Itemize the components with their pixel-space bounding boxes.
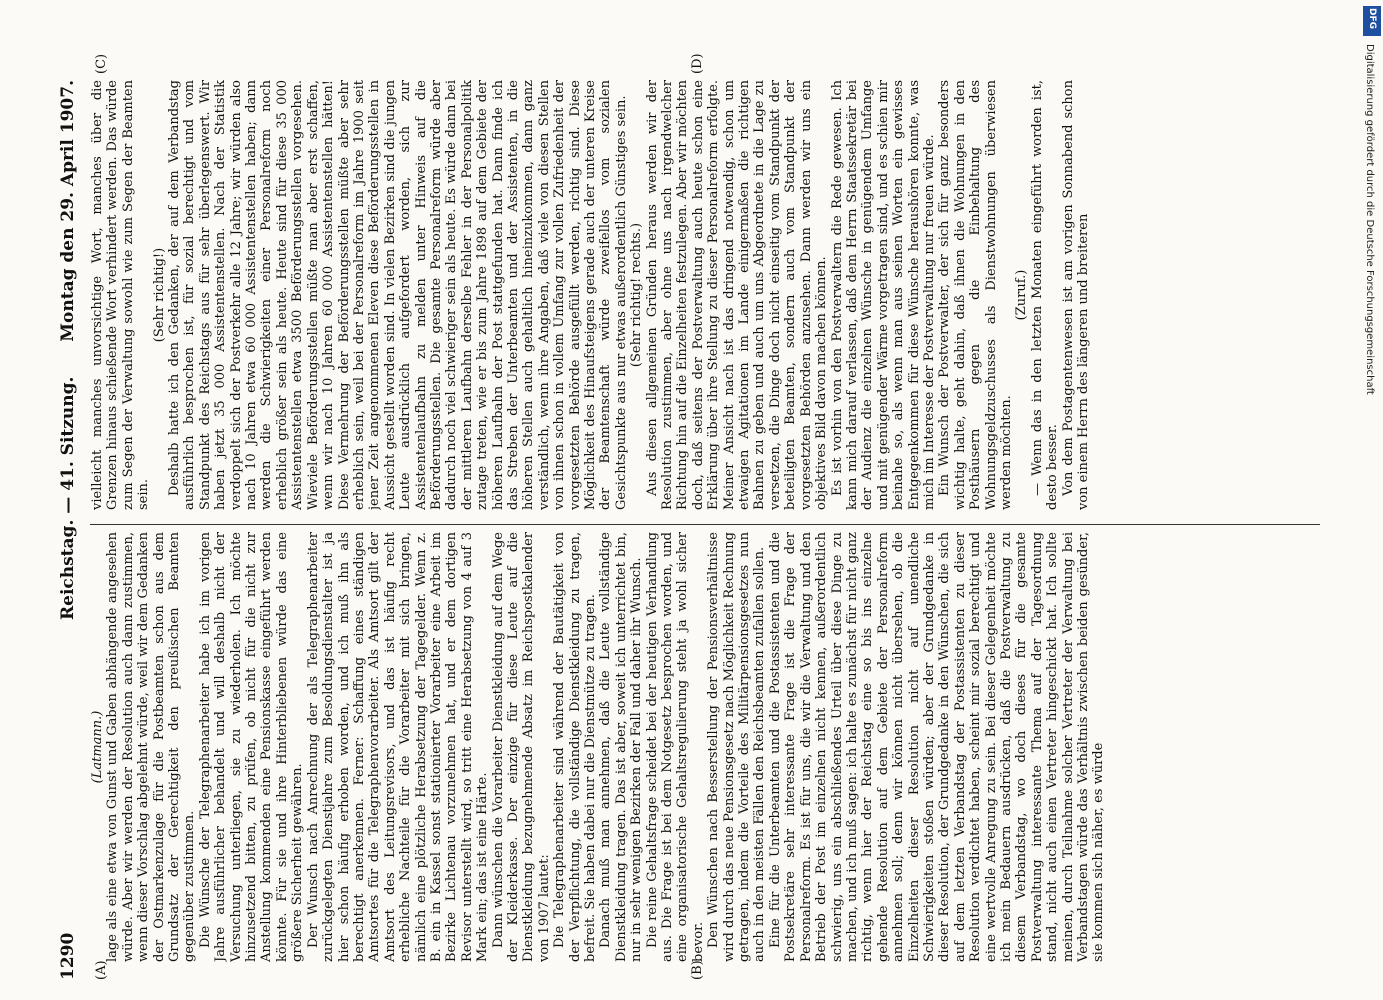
- margin-mark-c: (C): [94, 53, 109, 74]
- right-paragraph: Von dem Postagentenwesen ist am vorigen Sonnabend schon von einem Herrn des längeren und breiteren: [1060, 80, 1091, 510]
- left-paragraph: Dann wünschen die Vorarbeiter Dienstkleidung auf dem Wege der Kleiderkasse. Der einzige für diese Leute auf die Dienstkleidung bezugnehmende Absatz im Reichspostkalender von 1907 lautet:: [490, 532, 552, 962]
- left-paragraph: Eine für die Unterbeamten und die Postassistenten und die Postsekretäre sehr interessante Frage ist die Frage der Personalreform. Es ist für uns, die wir die Verwaltung und den Betrieb der Post im einzelnen nicht kennen, außerordentlich schwierig, uns ein abschließendes Urteil über diese Dinge zu machen, und ich muß sagen: ich halte es zunächst für nicht ganz richtig, wenn hier der Reichstag eine so bis ins einzelne gehende Resolution auf dem Gebiete der Personalreform annehmen soll; denn wir können nicht übersehen, ob die Einzelheiten dieser Resolution nicht auf unendliche Schwierigkeiten stoßen würden; aber der Grundgedanke in dieser Resolution, der Grundgedanke in den Wünschen, die sich auf dem letzten Verbandstag der Postassistenten zu dieser Resolution verdichtet haben, scheint mir sozial berechtigt und eine wertvolle Anregung zu sein. Bei dieser Gelegenheit möchte ich mein Bedauern ausdrücken, daß die Postverwaltung zu diesem Verbandstag, wo doch dieses für die gesamte Postverwaltung interessante Thema auf der Tagesordnung stand, nicht auch einen Vertreter hingeschickt hat. Ich sollte meinen, durch Teilnahme solcher Vertreter der Verwaltung bei Verbandstagen würde das Verhältnis zwischen beiden gesünder, sie kommen sich näher, es würde: [767, 532, 1107, 962]
- right-paragraph: vielleicht manches unvorsichtige Wort, manches über die Grenzen hinaus schießende Wort verhindert werden. Das würde zum Segen der Verwaltung sowohl wie zum Segen der Beamten sein.: [90, 80, 152, 510]
- dfg-logo: [1363, 6, 1381, 36]
- right-paragraph: Es ist vorhin von den Postverwaltern die Rede gewesen. Ich kann mich darauf verlassen, daß dem Herrn Staatssekretär bei der Audienz die einzelnen Wünsche in genügendem Umfange und mit genügender Wärme vorgetragen sind, und es schien mir beinahe so, als wenn man aus seinen Worten ein gewisses Entgegenkommen für diese Wünsche heraushören konnte, was mich im Interesse der Postverwaltung nur freuen würde.: [829, 80, 937, 510]
- right-paragraph: Ein Wunsch der Postverwalter, der sich für ganz besonders wichtig halte, geht dahin, daß ihnen die Wohnungen in den Posthäusern gegen die Einbehaltung des Wohnungsgeldzuschusses als Dienstwohnungen überwiesen werden möchten.: [937, 80, 1014, 510]
- session-title: Reichstag. — 41. Sitzung.: [58, 376, 78, 620]
- margin-mark-b: (B): [690, 960, 705, 980]
- rotated-page-content: [50, 50, 1335, 980]
- dfg-logo-text: DFG: [1367, 8, 1377, 30]
- right-column: [90, 80, 1330, 510]
- left-paragraph: Die reine Gehaltsfrage scheidet bei der heutigen Verhandlung aus. Die Frage ist bei dem Notgesetz besprochen worden, und eine organisatorische Gehaltsregulierung steht ja wohl sicher bevor.: [644, 532, 706, 962]
- left-paragraph: Danach muß man annehmen, daß die Leute vollständige Dienstkleidung tragen. Das ist aber, soweit ich unterrichtet bin, nur in sehr wenigen Bezirken der Fall und daher ihr Wunsch.: [598, 532, 645, 962]
- page-number: 1290: [58, 932, 78, 980]
- right-paragraph: Deshalb hatte ich den Gedanken, der auf dem Verbandstag ausführlich besprochen ist, für sozial berechtigt und vom Standpunkt des Reichstags aus für sehr überlegenswert. Wir haben jetzt 35 000 Assistentenstellen. Nach der Statistik verdoppelt sich der Postverkehr alle 12 Jahre; wir würden also nach 10 Jahren etwa 60 000 Assistentenstellen haben; dann werden die Schwierigkeiten einer Personalreform noch erheblich größer sein als heute. Heute sind für diese 35 000 Assistentenstellen etwa 3500 Beförderungsstellen vorgesehen. Wieviele Beförderungsstellen müßte man aber erst schaffen, wenn wir nach 10 Jahren 60 000 Assistentenstellen hätten! Diese Vermehrung der Beförderungsstellen müßte aber sehr erheblich sein, weil bei der Personalreform im Jahre 1900 seit jener Zeit angenommenen Eleven diese Beförderungsstellen in Aussicht gestellt worden sind. In vielen Bezirken sind die jungen Leute ausdrücklich aufgefordert worden, sich zur Assistentenlaufbahn zu melden unter Hinweis auf die Beförderungsstellen. Die gesamte Personalreform würde aber dadurch noch viel schwieriger sein als heute. Es würde dann bei der mittleren Laufbahn derselbe Fehler in der Personalpolitik zutage treten, wie er bis zum Jahre 1898 auf dem Gebiete der höheren Laufbahn der Post stattgefunden hat. Dann finde ich das Streben der Unterbeamten und der Assistenten, in die höheren Stellen auch gehaltlich hineinzukommen, dann ganz verständlich, wenn ihre Angaben, daß viele von diesen Stellen von ihnen schon in vollem Umfang zur vollen Zufriedenheit der vorgesetzten Behörde ausgefüllt werden, richtig sind. Diese Möglichkeit des Hinaufsteigens gerade auch der unteren Kreise der Beamtenschaft würde zweifellos vom sozialen Gesichtspunkte aus nur etwas außerordentlich Günstiges sein.: [167, 80, 629, 510]
- right-paragraph: — Wenn das in den letzten Monaten eingeführt worden ist, desto besser.: [1029, 80, 1061, 510]
- left-paragraph: Die Wünsche der Telegraphenarbeiter habe ich im vorigen Jahre ausführlicher behandelt und will deshalb nicht der Versuchung unterliegen, sie zu wiederholen. Ich möchte hinzusetzend bitten, zu prüfen, ob nicht für die nicht zur Anstellung kommenden eine Pensionskasse eingeführt werden könnte. Für sie und ihre Hinterbliebenen würde das eine größere Sicherheit gewähren.: [197, 532, 306, 962]
- left-paragraph: Die Telegraphenarbeiter sind während der Bautätigkeit von der Verpflichtung, die vollständige Dienstkleidung zu tragen, befreit. Sie haben dabei nur die Dienstmütze zu tragen.: [552, 532, 598, 962]
- session-date: Montag den 29. April 1907.: [58, 80, 78, 342]
- page-header: [50, 50, 84, 980]
- interjection: (Sehr richtig! rechts.): [629, 222, 645, 368]
- right-paragraph: Aus diesen allgemeinen Gründen heraus werden wir der Resolution zustimmen, aber ohne uns nach irgendwelcher Richtung hin auf die Einzelheiten festzulegen. Aber wir möchten doch, daß seitens der Postverwaltung auch heute schon eine Erklärung über ihre Stellung zu dieser Personalreform erfolgte. Meiner Ansicht nach ist das dringend notwendig, schon um etwaigen Agitationen im Lande einigermaßen die richtigen Bahnen zu geben und auch um uns Abgeordnete in die Lage zu versetzen, die Dinge doch nicht einseitig vom Standpunkt der beteiligten Beamten, sondern auch vom Standpunkt der vorgesetzten Behörden anzusehen. Dann werden wir uns ein objektives Bild davon machen können.: [644, 80, 830, 510]
- speaker-name: (Latmann.): [90, 710, 105, 784]
- interjection: (Sehr richtig!): [151, 247, 167, 343]
- digitization-note-text: Digitalisierung gefördert durch die Deutsche Forschungsgemeinschaft: [1364, 44, 1375, 395]
- left-column: [90, 532, 1330, 962]
- margin-mark-a: (A): [94, 960, 109, 980]
- column-divider: [90, 524, 1320, 525]
- interjection: (Zuruf.): [1014, 269, 1030, 321]
- left-paragraph: lage als eine etwa von Gunst und Gaben abhängende angesehen würde. Aber wir werden der Resolution auch dann zustimmen, wenn dieser Vorschlag abgelehnt würde, weil wir dem Gedanken der Ostmarkenzulage für die Postbeamten schon aus dem Grundsatz der Gerechtigkeit den preußischen Beamten gegenüber zustimmen.: [105, 532, 198, 962]
- margin-mark-d: (D): [690, 53, 705, 74]
- digitization-note: [1357, 44, 1379, 644]
- left-paragraph: Den Wünschen nach Besserstellung der Pensionsverhältnisse wird durch das neue Pensionsgesetz nach Möglichkeit Rechnung getragen, indem die Vorteile des Militärpensionsgesetzes nun auch in den meisten Fällen den Reichsbeamten zufallen sollen.: [706, 532, 768, 962]
- left-paragraph: Der Wunsch nach Anrechnung der als Telegraphenarbeiter zurückgelegten Dienstjahre zum Besoldungsdienstalter ist ja hier schon häufig erhoben worden, und ich muß ihn als berechtigt anerkennen. Ferner: Schaffung eines ständigen Amtsortes für die Telegraphenvorarbeiter. Als Amtsort gilt der Amtsort des Leitungsrevisors, und das ist häufig recht erhebliche Nachteile für die Vorarbeiter mit sich bringen, nämlich eine plötzliche Herabsetzung der Tagegelder. Wenn z. B. ein in Kassel sonst stationierter Vorarbeiter eine Arbeit im Bezirke Lichtenau vorzunehmen hat, und er dem dortigen Revisor unterstellt wird, so tritt eine Herabsetzung von 4 auf 3 Mark ein; das ist eine Härte.: [305, 532, 491, 962]
